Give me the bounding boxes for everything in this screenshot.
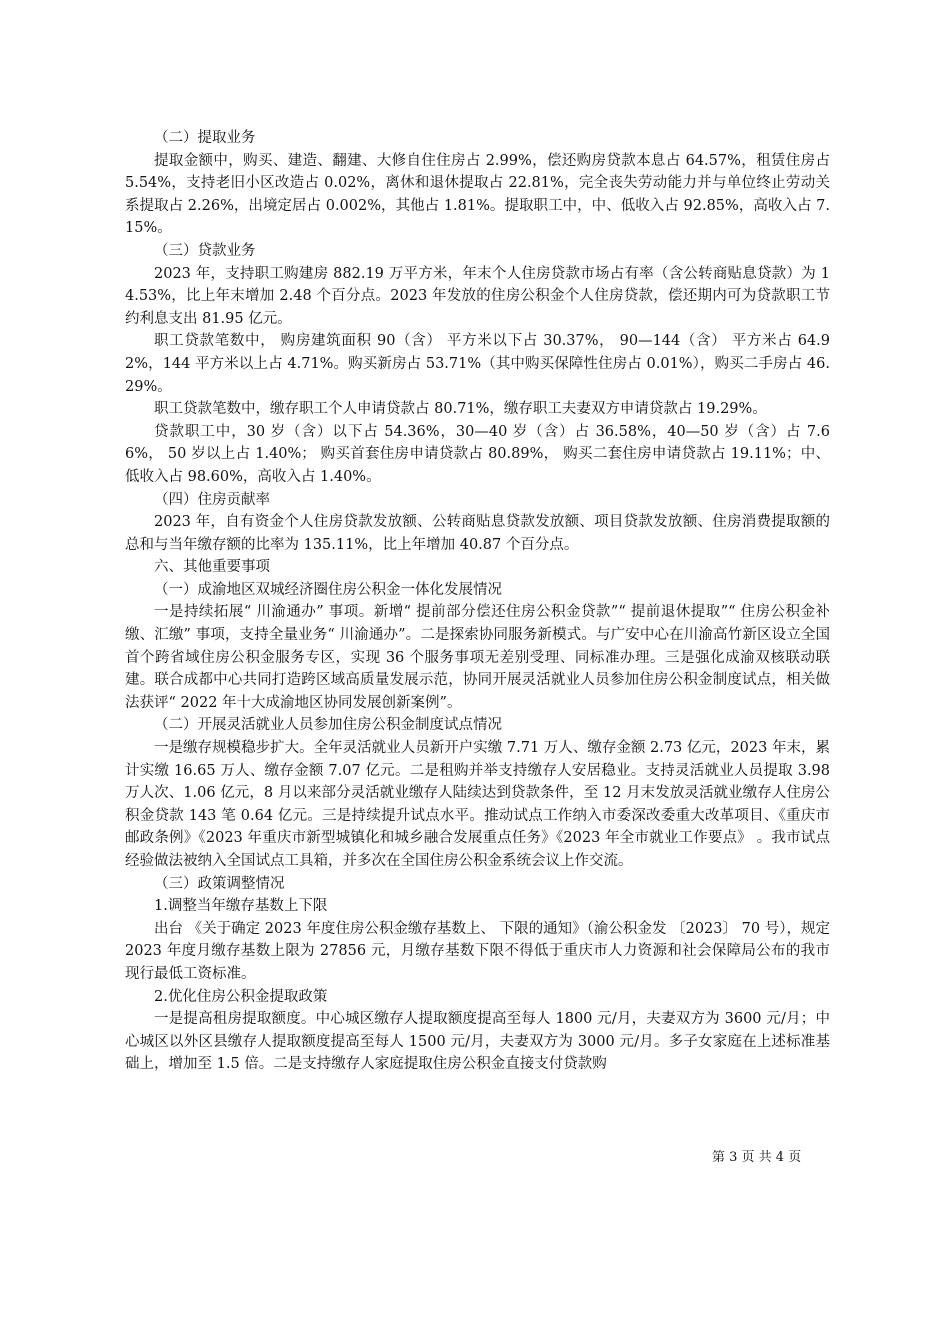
body-paragraph: 职工贷款笔数中， 购房建筑面积 90（含） 平方米以下占 30.37%， 90—144（含） 平方米占 64.92%，144 平方米以上占 4.71%。购买新房占 53.71%（其中购买保障性住房占 0.01%），购买二手房占 46.29%。 (125, 333, 830, 395)
section-heading: （四）住房贡献率 (154, 491, 270, 508)
body-paragraph: 一是提高租房提取额度。中心城区缴存人提取额度提高至每人 1800 元/月，夫妻双方为 3600 元/月；中心城区以外区县缴存人提取额度提高至每人 1500 元/月，夫妻双方为 3000 元/月。多子女家庭在上述标准基础上，增加至 1.5 倍。二是支持缴存人家庭提取住房公积金直接支付贷款购 (125, 1011, 830, 1073)
body-paragraph: 出台 《关于确定 2023 年度住房公积金缴存基数上、 下限的通知》（渝公积金发 〔2023〕 70 号），规定 2023 年度月缴存基数上限为 27856 元，月缴存基数下限不得低于重庆市人力资源和社会保障局公布的我市现行最低工资标准。 (125, 920, 830, 982)
body-paragraph: 职工贷款笔数中，缴存职工个人申请贷款占 80.71%，缴存职工夫妻双方申请贷款占 19.29%。 (154, 401, 767, 418)
section-heading: （三）贷款业务 (154, 242, 256, 259)
body-paragraph: 2023 年，支持职工购建房 882.19 万平方米，年末个人住房贷款市场占有率（含公转商贴息贷款）为 14.53%，比上年末增加 2.48 个百分点。2023 年发放的住房公积金个人住房贷款，偿还期内可为贷款职工节约利息支出 81.95 亿元。 (125, 265, 830, 327)
section-heading: 六、其他重要事项 (154, 559, 270, 576)
body-paragraph: 提取金额中，购买、建造、翻建、大修自住住房占 2.99%，偿还购房贷款本息占 64.57%，租赁住房占 5.54%，支持老旧小区改造占 0.02%，离休和退休提取占 22.81%，完全丧失劳动能力并与单位终止劳动关系提取占 2.26%，出境定居占 0.002%，其他占 1.81%。提取职工中，中、低收入占 92.85%，高收入占 7.15%。 (125, 152, 830, 237)
section-heading: （三）政策调整情况 (154, 875, 285, 892)
body-paragraph: 一是持续拓展“ 川渝通办” 事项。新增“ 提前部分偿还住房公积金贷款”“ 提前退休提取”“ 住房公积金补缴、汇缴” 事项，支持全量业务“ 川渝通办”。二是探索协同服务新模式。与广安中心在川渝高竹新区设立全国首个跨省域住房公积金服务专区，实现 36 个服务事项无差别受理、同标准办理。三是强化成渝双核联动联建。联合成都中心共同打造跨区域高质量发展示范，协同开展灵活就业人员参加住房公积金制度试点，相关做法获评“ 2022 年十大成渝地区协同发展创新案例”。 (125, 604, 830, 711)
document-body (125, 127, 830, 1076)
section-heading: （二）开展灵活就业人员参加住房公积金制度试点情况 (154, 717, 502, 734)
section-heading: 1.调整当年缴存基数上下限 (154, 898, 328, 915)
page-number-footer: 第 3 页 共 4 页 (712, 1150, 802, 1165)
section-heading: 2.优化住房公积金提取政策 (154, 988, 328, 1005)
body-paragraph: 贷款职工中，30 岁（含）以下占 54.36%，30—40 岁（含）占 36.58%，40—50 岁（含）占 7.66%， 50 岁以上占 1.40%； 购买首套住房申请贷款占 80.89%， 购买二套住房申请贷款占 19.11%；中、低收入占 98.60%，高收入占 1.40%。 (125, 423, 830, 485)
section-heading: （一）成渝地区双城经济圈住房公积金一体化发展情况 (154, 581, 502, 598)
body-paragraph: 一是缴存规模稳步扩大。全年灵活就业人员新开户实缴 7.71 万人、缴存金额 2.73 亿元，2023 年末，累计实缴 16.65 万人、缴存金额 7.07 亿元。二是租购并举支持缴存人安居稳业。支持灵活就业人员提取 3.98 万人次、1.06 亿元，8 月以来部分灵活就业缴存人陆续达到贷款条件，至 12 月末发放灵活就业缴存人住房公积金贷款 143 笔 0.64 亿元。三是持续提升试点水平。推动试点工作纳入市委深改委重大改革项目、《重庆市邮政条例》《2023 年重庆市新型城镇化和城乡融合发展重点任务》《2023 年全市就业工作要点》 。我市试点经验做法被纳入全国试点工具箱，并多次在全国住房公积金系统会议上作交流。 (125, 740, 830, 869)
body-paragraph: 2023 年，自有资金个人住房贷款发放额、公转商贴息贷款发放额、项目贷款发放额、住房消费提取额的总和与当年缴存额的比率为 135.11%，比上年增加 40.87 个百分点。 (125, 514, 830, 553)
section-heading: （二）提取业务 (154, 130, 256, 146)
